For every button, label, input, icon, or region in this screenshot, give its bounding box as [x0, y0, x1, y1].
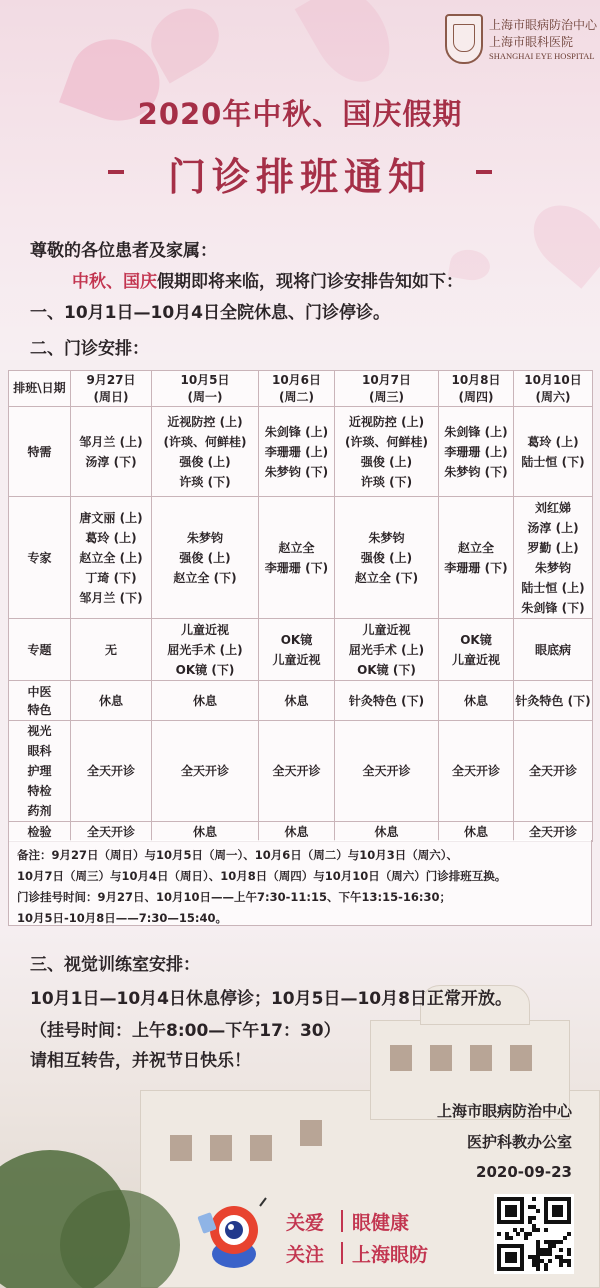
schedule-table: [8, 370, 593, 842]
table-cell: [152, 619, 259, 681]
row-label: 视光眼科护理特检药剂: [9, 721, 71, 822]
mascot-icon: [196, 1196, 272, 1276]
cell-line: 全天开诊: [86, 824, 135, 839]
table-cell: [71, 407, 152, 497]
cell-line: 李珊珊 (下): [264, 560, 329, 575]
table-cell: [152, 681, 259, 721]
section3-line1: 10月1日—10月4日休息停诊；10月5日—10月8日正常开放。: [30, 989, 512, 1009]
cell-line: 朱剑锋 (上): [444, 424, 508, 439]
cell-line: 强俊 (上): [360, 454, 413, 469]
signature-date: 2020-09-23: [476, 1163, 572, 1181]
cell-line: OK镜: [460, 632, 492, 647]
note-line: 备注：9月27日（周日）与10月5日（周一）、10月6日（周二）与10月3日（周六）、: [17, 848, 459, 862]
cell-line: 强俊 (上): [179, 550, 231, 565]
cell-line: 朱梦钧 (下): [444, 464, 508, 479]
cell-line: 全天开诊: [272, 764, 321, 778]
cell-line: 朱梦钧: [186, 530, 223, 545]
cell-line: 无: [104, 642, 117, 657]
cell-line: 朱梦钧: [368, 530, 405, 545]
cell-line: 赵立全 (下): [173, 570, 237, 585]
cell-line: 屈光手术 (上): [348, 642, 425, 657]
row-label: 中医特色: [9, 681, 71, 721]
slogan-a2: 眼健康: [352, 1212, 410, 1234]
hospital-logo-icon: [445, 14, 483, 64]
hospital-logo: [445, 12, 598, 68]
header-cell: 9月27日 (周日): [71, 371, 152, 407]
cell-line: 休息: [284, 693, 309, 708]
header-cell: 10月10日 (周六): [514, 371, 593, 407]
cell-line: 眼底病: [534, 642, 571, 657]
cell-line: 唐文丽 (上): [79, 510, 143, 525]
note-line: 10月7日（周三）与10月4日（周日）、10月8日（周四）与10月10日（周六）门诊排班互换。: [17, 869, 507, 883]
table-cell: [259, 619, 335, 681]
table-cell: [335, 822, 439, 842]
table-cell: [71, 721, 152, 822]
cell-line: 赵立全 (下): [354, 570, 419, 585]
table-cell: [71, 619, 152, 681]
cell-line: OK镜 (下): [175, 662, 235, 677]
cell-line: 强俊 (上): [360, 550, 413, 565]
cell-line: 李珊珊 (下): [444, 560, 508, 575]
cell-line: 朱梦钧 (下): [264, 464, 329, 479]
table-row: [9, 619, 593, 681]
signature-dept: 医护科教办公室: [466, 1133, 572, 1151]
cell-line: 朱梦钧: [534, 560, 571, 575]
cell-line: 休息: [284, 824, 309, 839]
table-row: [9, 721, 593, 822]
cell-line: 赵立全: [278, 540, 315, 555]
cell-line: 陆士恒 (上): [521, 580, 585, 595]
greeting: 尊敬的各位患者及家属：: [30, 241, 217, 261]
cell-line: 罗勤 (上): [527, 540, 579, 555]
page-title: 2020年中秋、国庆假期: [137, 97, 463, 131]
cell-line: 针灸特色 (下): [348, 693, 425, 708]
notes-box: [8, 840, 592, 926]
cell-line: (许琰、何鲜桂): [345, 434, 428, 449]
cell-line: 许琰 (下): [179, 474, 231, 489]
cell-line: 儿童近视: [362, 622, 411, 637]
cell-line: 儿童近视: [180, 622, 229, 637]
cell-line: 陆士恒 (下): [521, 454, 585, 469]
cell-line: 丁琦 (下): [85, 570, 137, 585]
cell-line: 全天开诊: [528, 764, 577, 778]
header-cell: 10月5日 (周一): [152, 371, 259, 407]
cell-line: 休息: [98, 693, 123, 708]
table-cell: [152, 721, 259, 822]
cell-line: 汤淳 (下): [85, 454, 137, 469]
cell-line: 休息: [192, 824, 217, 839]
cell-line: 全天开诊: [86, 764, 135, 778]
header-cell: 10月6日 (周二): [259, 371, 335, 407]
logo-line2: 上海市眼科医院: [489, 35, 574, 49]
table-cell: [439, 721, 514, 822]
cell-line: 休息: [374, 824, 399, 839]
qr-code-icon: [494, 1194, 574, 1274]
title-dash-right: [476, 170, 492, 174]
cell-line: 休息: [192, 693, 217, 708]
notice-line: [72, 267, 463, 292]
table-cell: [335, 681, 439, 721]
cell-line: 全天开诊: [362, 764, 411, 778]
table-cell: [71, 497, 152, 619]
table-cell: [152, 407, 259, 497]
table-cell: [514, 822, 593, 842]
cell-line: 全天开诊: [180, 764, 229, 778]
cell-line: 近视防控 (上): [167, 414, 243, 429]
cell-line: 李珊珊 (上): [444, 444, 508, 459]
table-cell: [71, 681, 152, 721]
note-line: 10月5日-10月8日——7:30—15:40。: [17, 911, 227, 925]
table-cell: [152, 497, 259, 619]
cell-line: 刘红娣: [534, 500, 571, 515]
cell-line: OK镜 (下): [357, 662, 416, 677]
table-cell: [259, 407, 335, 497]
cell-line: 近视防控 (上): [348, 414, 425, 429]
cell-line: 许琰 (下): [360, 474, 413, 489]
cell-line: OK镜: [280, 632, 313, 647]
table-cell: [514, 721, 593, 822]
cell-line: 针灸特色 (下): [515, 693, 591, 708]
cell-line: (许琰、何鲜桂): [163, 434, 247, 449]
cell-line: 朱剑锋 (下): [521, 600, 585, 615]
cell-line: 休息: [463, 693, 488, 708]
logo-line1: 上海市眼病防治中心: [489, 18, 598, 32]
section3-line3: 请相互转告，并祝节日快乐！: [30, 1051, 251, 1071]
table-cell: [335, 721, 439, 822]
row-label: 专家: [9, 497, 71, 619]
notice-rest: 假期即将来临，现将门诊安排告知如下：: [157, 272, 463, 292]
table-row: [9, 497, 593, 619]
cell-line: 汤淳 (上): [527, 520, 579, 535]
table-cell: [514, 681, 593, 721]
page-subtitle: 门诊排班通知: [167, 155, 432, 199]
note-line: 门诊挂号时间：9月27日、10月10日——上午7:30-11:15、下午13:15-16:30；: [17, 890, 451, 904]
section3-heading: 三、视觉训练室安排：: [30, 955, 200, 975]
cell-line: 邹月兰 (上): [79, 434, 143, 449]
table-cell: [439, 822, 514, 842]
cell-line: 赵立全: [457, 540, 494, 555]
cell-line: 朱剑锋 (上): [264, 424, 329, 439]
table-corner: 排班\日期: [9, 371, 71, 407]
table-cell: [439, 681, 514, 721]
table-row: [9, 681, 593, 721]
table-cell: [335, 497, 439, 619]
table-header-row: [9, 371, 593, 407]
slogan-divider: [341, 1242, 343, 1264]
table-cell: [514, 407, 593, 497]
table-row: [9, 822, 593, 842]
cell-line: 全天开诊: [451, 764, 500, 778]
item-2: 二、门诊安排：: [30, 339, 149, 359]
table-cell: [439, 619, 514, 681]
slogan-divider: [341, 1210, 343, 1232]
slogan-a1: 关爱: [286, 1212, 325, 1234]
row-label: 专题: [9, 619, 71, 681]
signature-org: 上海市眼病防治中心: [436, 1102, 572, 1120]
cell-line: 赵立全 (上): [79, 550, 143, 565]
table-cell: [335, 619, 439, 681]
cell-line: 休息: [463, 824, 488, 839]
table-row: [9, 407, 593, 497]
row-label: 特需: [9, 407, 71, 497]
table-cell: [259, 681, 335, 721]
table-cell: [152, 822, 259, 842]
section3-line2: （挂号时间：上午8:00—下午17：30）: [30, 1021, 341, 1041]
table-cell: [514, 619, 593, 681]
table-cell: [259, 497, 335, 619]
header-cell: 10月7日 (周三): [335, 371, 439, 407]
cell-line: 李珊珊 (上): [264, 444, 329, 459]
slogan-b2: 上海眼防: [352, 1244, 429, 1266]
slogan-b1: 关注: [286, 1244, 325, 1266]
header-cell: 10月8日 (周四): [439, 371, 514, 407]
cell-line: 邹月兰 (下): [79, 590, 143, 605]
cell-line: 全天开诊: [528, 824, 577, 839]
cell-line: 屈光手术 (上): [167, 642, 243, 657]
logo-line3: SHANGHAI EYE HOSPITAL: [489, 51, 595, 61]
cell-line: 儿童近视: [272, 652, 321, 667]
table-cell: [439, 497, 514, 619]
cell-line: 儿童近视: [451, 652, 500, 667]
table-cell: [259, 822, 335, 842]
table-cell: [335, 407, 439, 497]
cell-line: 强俊 (上): [179, 454, 231, 469]
notice-highlight: 中秋、国庆: [72, 272, 157, 292]
cell-line: 葛玲 (上): [527, 434, 579, 449]
table-cell: [259, 721, 335, 822]
cell-line: 葛玲 (上): [85, 530, 137, 545]
table-cell: [514, 497, 593, 619]
table-cell: [71, 822, 152, 842]
item-1: 一、10月1日—10月4日全院休息、门诊停诊。: [30, 303, 390, 323]
table-cell: [439, 407, 514, 497]
row-label: 检验: [9, 822, 71, 842]
